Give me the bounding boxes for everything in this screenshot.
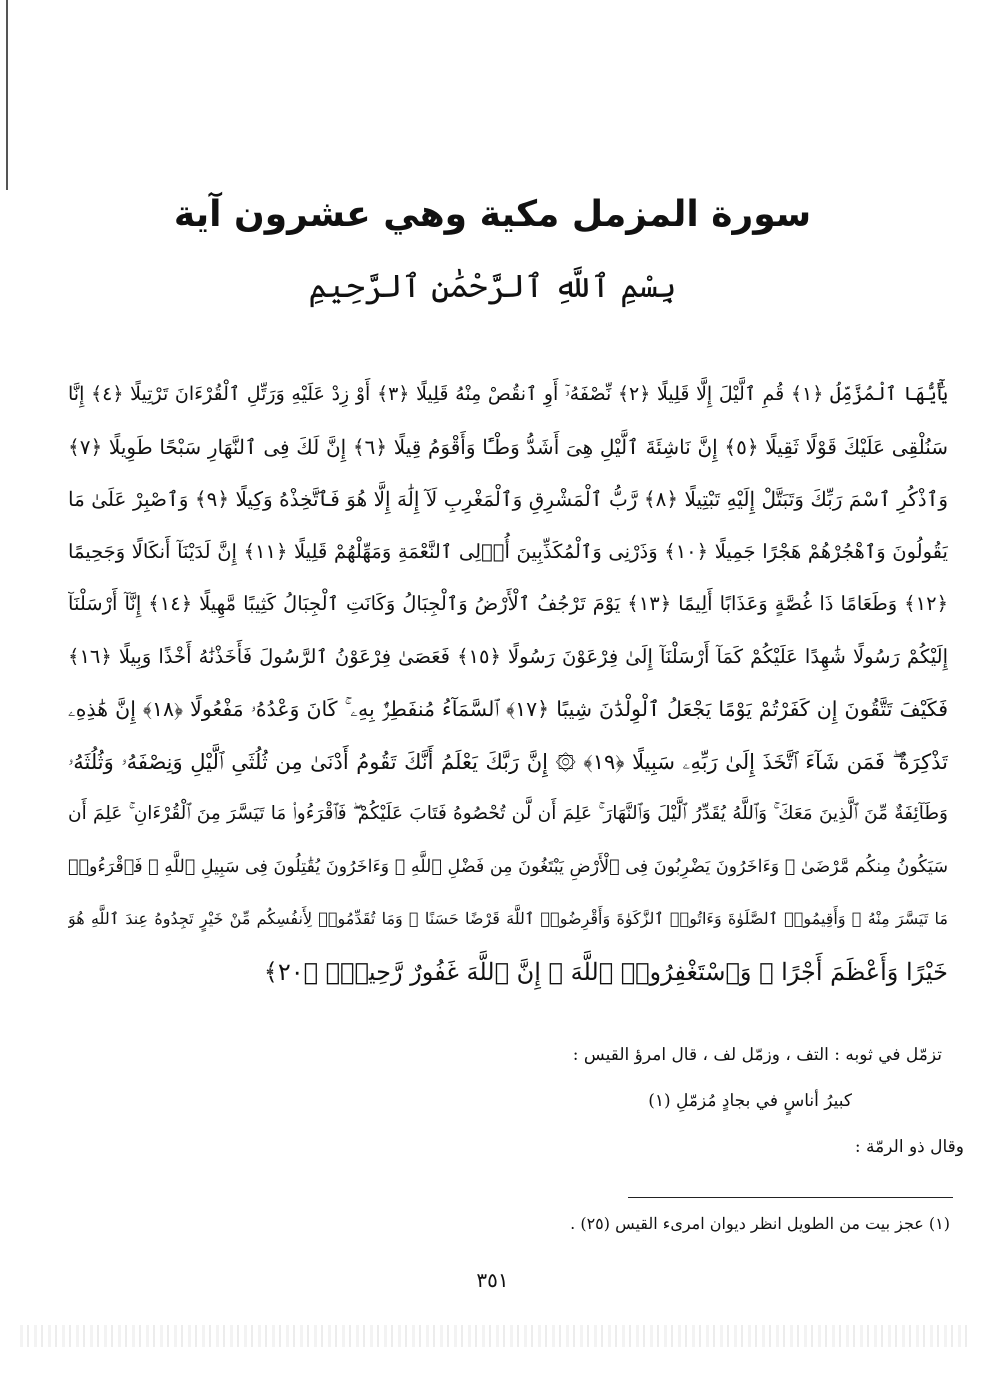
verse-line: إِلَيْكُمْ رَسُولًا شَٰهِدًا عَلَيْكُمْ كَمَآ أَرْسَلْنَآ إِلَىٰ فِرْعَوْنَ رَسُولًا ﴿١٥﴾ فَعَصَىٰ فِرْعَوْنُ ٱلرَّسُولَ فَأَخَذْنَٰهُ أَخْذًا وَبِيلًا ﴿١٦﴾ [68, 644, 948, 668]
verse-line: يَٰٓأَيُّهَا ٱلْمُزَّمِّلُ ﴿١﴾ قُمِ ٱلَّيْلَ إِلَّا قَلِيلًا ﴿٢﴾ نِّصْفَهُۥٓ أَوِ ٱنقُصْ مِنْهُ قَلِيلًا ﴿٣﴾ أَوْ زِدْ عَلَيْهِ وَرَتِّلِ ٱلْقُرْءَانَ تَرْتِيلًا ﴿٤﴾ إِنَّا [68, 383, 948, 405]
scan-artifact [20, 1325, 970, 1347]
verse-line: ﴿١٢﴾ وَطَعَامًا ذَا غُصَّةٍ وَعَذَابًا أَلِيمًا ﴿١٣﴾ يَوْمَ تَرْجُفُ ٱلْأَرْضُ وَٱلْجِبَالُ وَكَانَتِ ٱلْجِبَالُ كَثِيبًا مَّهِيلًا ﴿١٤﴾ إِنَّآ أَرْسَلْنَآ [68, 592, 948, 615]
scan-edge-mark [6, 0, 8, 190]
verse-line: يَقُولُونَ وَٱهْجُرْهُمْ هَجْرًا جَمِيلًا ﴿١٠﴾ وَذَرْنِى وَٱلْمُكَذِّبِينَ أُو۟لِى ٱلنَّعْمَةِ وَمَهِّلْهُمْ قَلِيلًا ﴿١١﴾ إِنَّ لَدَيْنَآ أَنكَالًا وَجَحِيمًا [68, 539, 948, 563]
commentary-line: وقال ذو الرمّة : [854, 1137, 964, 1157]
footnote-divider [628, 1197, 953, 1198]
verse-line: وَطَآئِفَةٌ مِّنَ ٱلَّذِينَ مَعَكَ ۚ وَٱللَّهُ يُقَدِّرُ ٱلَّيْلَ وَٱلنَّهَارَ ۚ عَلِمَ أَن لَّن تُحْصُوهُ فَتَابَ عَلَيْكُمْ ۖ فَٱقْرَءُوا۟ مَا تَيَسَّرَ مِنَ ٱلْقُرْءَانِ ۚ عَلِمَ أَن [68, 803, 948, 824]
basmala: بِسْمِ ٱللَّهِ ٱلرَّحْمَٰنِ ٱلرَّحِيمِ [308, 267, 677, 305]
verse-block [68, 368, 948, 998]
verse-line: سَنُلْقِى عَلَيْكَ قَوْلًا ثَقِيلًا ﴿٥﴾ إِنَّ نَاشِئَةَ ٱلَّيْلِ هِىَ أَشَدُّ وَطْـًٔا وَأَقْوَمُ قِيلًا ﴿٦﴾ إِنَّ لَكَ فِى ٱلنَّهَارِ سَبْحًا طَوِيلًا ﴿٧﴾ [68, 434, 948, 459]
verse-line: تَذْكِرَةٌ ۖ فَمَن شَآءَ ٱتَّخَذَ إِلَىٰ رَبِّهِۦ سَبِيلًا ﴿١٩﴾ ۞ إِنَّ رَبَّكَ يَعْلَمُ أَنَّكَ تَقُومُ أَدْنَىٰ مِن ثُلُثَىِ ٱلَّيْلِ وَنِصْفَهُۥ وَثُلُثَهُۥ [68, 749, 948, 774]
commentary [260, 1032, 964, 1170]
verse-line: مَا تَيَسَّرَ مِنْهُ ۚ وَأَقِيمُوا۟ ٱلصَّلَوٰةَ وَءَاتُوا۟ ٱلزَّكَوٰةَ وَأَقْرِضُوا۟ ٱللَّهَ قَرْضًا حَسَنًا ۚ وَمَا تُقَدِّمُوا۟ لِأَنفُسِكُم مِّنْ خَيْرٍ تَجِدُوهُ عِندَ ٱللَّهِ هُوَ [68, 909, 948, 928]
poem-verse: كبيرُ أناسٍ في بجادٍ مُزمّلِ (١) [648, 1091, 852, 1111]
verse-line: سَيَكُونُ مِنكُم مَّرْضَىٰ ۙ وَءَاخَرُونَ يَضْرِبُونَ فِى ٱلْأَرْضِ يَبْتَغُونَ مِن فَضْلِ ٱللَّهِ ۙ وَءَاخَرُونَ يُقَٰتِلُونَ فِى سَبِيلِ ٱللَّهِ ۖ فَٱقْرَءُوا۟ [68, 856, 948, 877]
verse-line: خَيْرًا وَأَعْظَمَ أَجْرًا ۚ وَٱسْتَغْفِرُوا۟ ٱللَّهَ ۖ إِنَّ ٱللَّهَ غَفُورٌ رَّحِيمٌۢ ﴿٢٠﴾ [263, 957, 948, 986]
commentary-line: تزمّل في ثوبه : التف ، وزمّل لف ، قال امرؤ القيس : [572, 1045, 942, 1065]
surah-title: سورة المزمل مكية وهي عشرون آية [173, 194, 812, 235]
footnote: (١) عجز بيت من الطويل انظر ديوان امرىء القيس (٢٥) . [570, 1214, 950, 1233]
verse-line: وَٱذْكُرِ ٱسْمَ رَبِّكَ وَتَبَتَّلْ إِلَيْهِ تَبْتِيلًا ﴿٨﴾ رَّبُّ ٱلْمَشْرِقِ وَٱلْمَغْرِبِ لَآ إِلَٰهَ إِلَّا هُوَ فَٱتَّخِذْهُ وَكِيلًا ﴿٩﴾ وَٱصْبِرْ عَلَىٰ مَا [68, 487, 948, 511]
page-number: ٣٥١ [476, 1268, 509, 1292]
verse-line: فَكَيْفَ تَتَّقُونَ إِن كَفَرْتُمْ يَوْمًا يَجْعَلُ ٱلْوِلْدَٰنَ شِيبًا ﴿١٧﴾ ٱلسَّمَآءُ مُنفَطِرٌۢ بِهِۦ ۚ كَانَ وَعْدُهُۥ مَفْعُولًا ﴿١٨﴾ إِنَّ هَٰذِهِۦ [68, 697, 948, 721]
